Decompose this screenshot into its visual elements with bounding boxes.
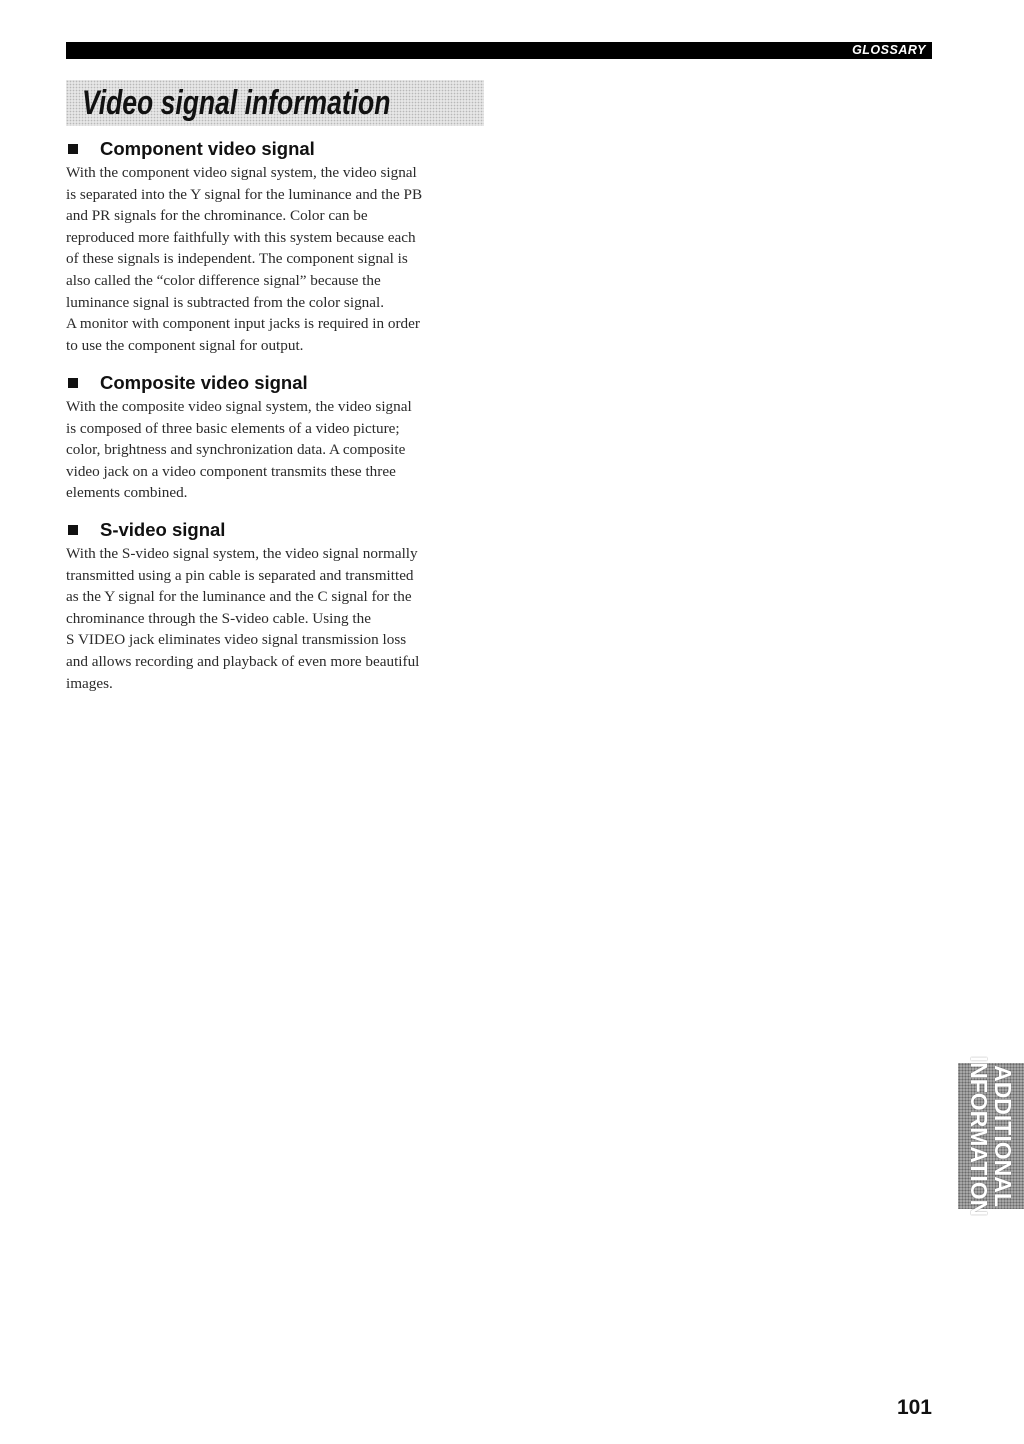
page-title: Video signal information	[82, 84, 391, 122]
body-line: as the Y signal for the luminance and the C signal for the	[66, 588, 412, 606]
body-line: is separated into the Y signal for the luminance and the PB	[66, 185, 423, 203]
header-bar	[66, 42, 932, 59]
square-bullet-icon	[68, 144, 78, 154]
body-line: S VIDEO jack eliminates video signal transmission loss	[66, 631, 407, 649]
heading-text: Composite video signal	[100, 372, 308, 393]
section-body	[66, 162, 486, 356]
body-line: elements combined.	[66, 484, 188, 502]
section-composite-video	[66, 371, 486, 504]
body-line: color, brightness and synchronization data. A composite	[66, 441, 406, 459]
body-line: also called the “color difference signal” because the	[66, 271, 381, 289]
body-line: and PR signals for the chrominance. Color can be	[66, 207, 368, 225]
body-line: images.	[66, 674, 113, 692]
section-s-video	[66, 518, 486, 694]
side-tab-label	[967, 1056, 1015, 1217]
body-line: video jack on a video component transmits these three	[66, 462, 396, 480]
body-line: reproduced more faithfully with this system because each	[66, 228, 416, 246]
body-line: is composed of three basic elements of a video picture;	[66, 419, 400, 437]
side-tab-additional-information	[958, 1055, 1024, 1217]
square-bullet-icon	[68, 378, 78, 388]
square-bullet-icon	[68, 525, 78, 535]
side-tab-line-2: INFORMATION	[966, 1055, 992, 1217]
body-line: With the component video signal system, the video signal	[66, 164, 417, 181]
page-number: 101	[896, 1396, 932, 1419]
body-line: to use the component signal for output.	[66, 336, 304, 354]
heading-text: Component video signal	[100, 138, 315, 159]
heading-text: S-video signal	[100, 519, 226, 540]
body-line: With the S-video signal system, the video signal normally	[66, 545, 418, 562]
section-body	[66, 543, 486, 694]
section-component-video	[66, 137, 486, 356]
body-line: chrominance through the S-video cable. Using the	[66, 609, 371, 627]
body-line: With the composite video signal system, the video signal	[66, 398, 412, 415]
side-tab-line-1: ADDITIONAL	[990, 1065, 1016, 1207]
section-label: GLOSSARY	[852, 43, 926, 57]
section-heading	[66, 371, 486, 395]
section-body	[66, 396, 486, 504]
body-line: of these signals is independent. The component signal is	[66, 250, 408, 268]
section-heading	[66, 137, 486, 161]
section-heading	[66, 518, 486, 542]
body-line: luminance signal is subtracted from the color signal.	[66, 293, 385, 311]
body-line: transmitted using a pin cable is separated and transmitted	[66, 566, 414, 584]
body-line: and allows recording and playback of even more beautiful	[66, 652, 420, 670]
body-line: A monitor with component input jacks is required in order	[66, 315, 420, 333]
title-band	[66, 80, 484, 126]
